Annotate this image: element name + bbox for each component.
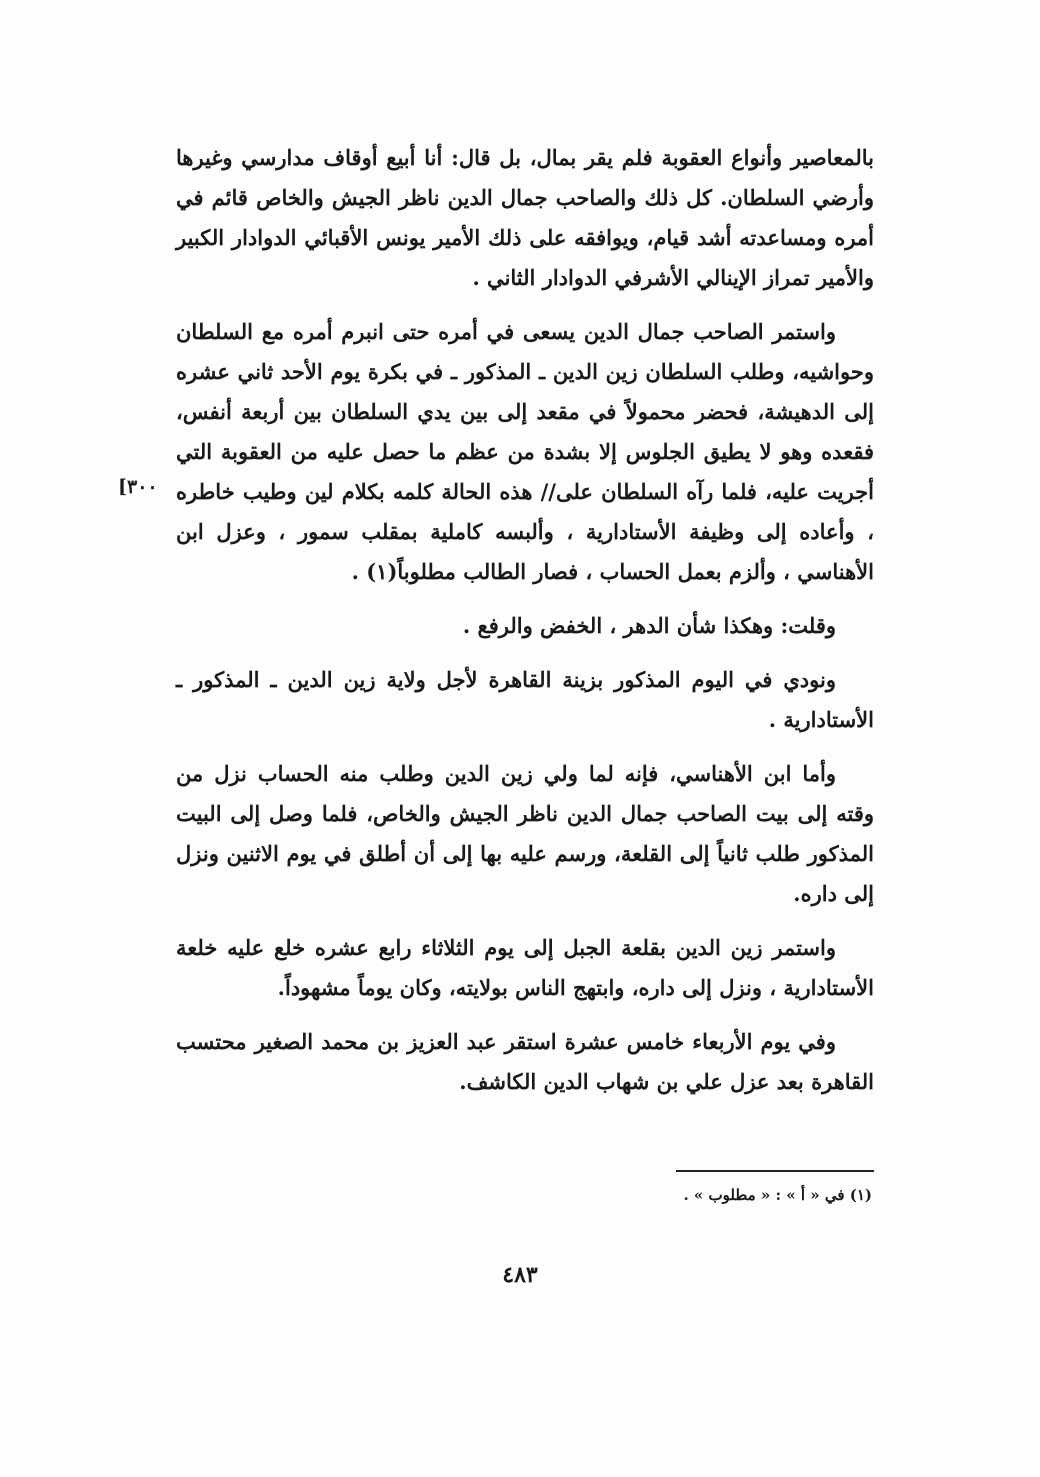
- main-text: [176, 138, 874, 1116]
- page-number: ٤٨٣: [502, 1262, 538, 1288]
- paragraph-4: ونودي في اليوم المذكور بزينة القاهرة لأجل ولاية زين الدين ـ المذكور ـ الأستادارية .: [176, 667, 874, 732]
- paragraph-6: واستمر زين الدين بقلعة الجبل إلى يوم الثلاثاء رابع عشره خلع عليه خلعة الأستادارية ، ونزل إلى داره، وابتهج الناس بولايته، وكان يوماً مشهوداً.: [176, 935, 874, 1000]
- manuscript-folio-marker: [٣٠٠: [118, 476, 158, 498]
- footnote: (١) في « أ » : « مطلوب » .: [683, 1186, 872, 1204]
- paragraph-2: واستمر الصاحب جمال الدين يسعى في أمره حتى انبرم أمره مع السلطان وحواشيه، وطلب السلطان زين الدين ـ المذكور ـ في بكرة يوم الأحد ثاني عشره إلى الدهيشة، فحضر محمولاً في مقعد إلى بين يدي السلطان بين أربعة أنفس، فقعده وهو لا يطيق الجلوس إلا بشدة من عظم ما حصل عليه من العقوبة التي أجريت عليه، فلما رآه السلطان على// هذه الحالة كلمه بكلام لين وطيب خاطره ، وأعاده إلى وظيفة الأستادارية ، وألبسه كاملية بمقلب سمور ، وعزل ابن الأهناسي ، وألزم بعمل الحساب ، فصار الطالب مطلوباً(١) .: [176, 319, 874, 584]
- paragraph-1: بالمعاصير وأنواع العقوبة فلم يقر بمال، بل قال: أنا أبيع أوقاف مدارسي وغيرها وأرضي السلطان. كل ذلك والصاحب جمال الدين ناظر الجيش والخاص قائم في أمره ومساعدته أشد قيام، ويوافقه على ذلك الأمير يونس الأقبائي الدوادار الكبير والأمير تمراز الإينالي الأشرفي الدوادار الثاني .: [176, 145, 874, 290]
- footnote-divider: [676, 1170, 874, 1172]
- paragraph-5: وأما ابن الأهناسي، فإنه لما ولي زين الدين وطلب منه الحساب نزل من وقته إلى بيت الصاحب جمال الدين ناظر الجيش والخاص، فلما وصل إلى البيت المذكور طلب ثانياً إلى القلعة، ورسم عليه بها إلى أن أطلق في يوم الاثنين ونزل إلى داره.: [176, 761, 874, 906]
- paragraph-7: وفي يوم الأربعاء خامس عشرة استقر عبد العزيز بن محمد الصغير محتسب القاهرة بعد عزل علي بن شهاب الدين الكاشف.: [176, 1029, 874, 1094]
- paragraph-3: وقلت: وهكذا شأن الدهر ، الخفض والرفع .: [462, 613, 836, 638]
